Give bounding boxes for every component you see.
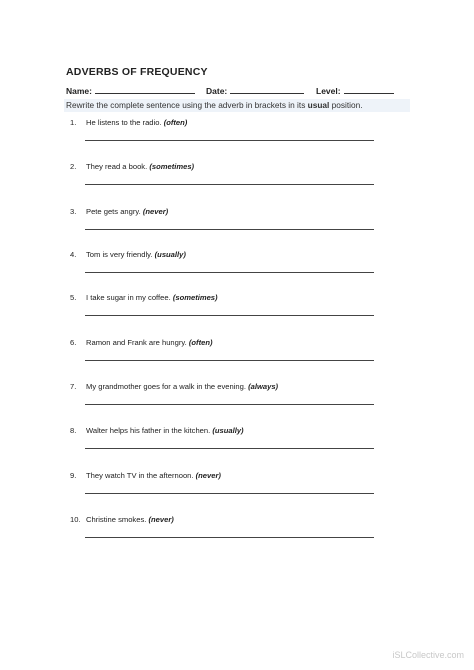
instruction-text: [64, 99, 410, 112]
question-adverb: (often): [188, 338, 213, 347]
question-adverb: (always): [248, 382, 279, 391]
date-blank: [230, 85, 304, 94]
answer-line[interactable]: [85, 229, 374, 230]
question-number: 4.: [70, 250, 77, 259]
question-sentence: They watch TV in the afternoon.: [86, 471, 194, 480]
question-item: [70, 471, 400, 495]
question-number: 6.: [70, 338, 77, 347]
name-field: [66, 85, 195, 96]
question-sentence: Pete gets angry.: [86, 207, 141, 216]
name-label: Name:: [66, 86, 92, 96]
answer-line[interactable]: [85, 272, 374, 273]
answer-line[interactable]: [85, 493, 374, 494]
question-sentence: I take sugar in my coffee.: [86, 293, 171, 302]
question-adverb: (never): [195, 471, 221, 480]
question-item: [70, 250, 400, 274]
question-sentence: Christine smokes.: [86, 515, 147, 524]
question-item: [70, 162, 400, 186]
question-adverb: (sometimes): [149, 162, 195, 171]
question-number: 10.: [70, 515, 81, 524]
student-info-row: [66, 85, 406, 97]
question-sentence: Walter helps his father in the kitchen.: [86, 426, 211, 435]
question-adverb: (usually): [212, 426, 244, 435]
question-number: 2.: [70, 162, 77, 171]
question-item: [70, 207, 400, 231]
question-adverb: (never): [142, 207, 169, 216]
worksheet-title: ADVERBS OF FREQUENCY: [66, 66, 208, 78]
instruction-bold: usual: [307, 100, 330, 110]
answer-line[interactable]: [85, 448, 374, 449]
question-item: [70, 426, 400, 450]
question-sentence: My grandmother goes for a walk in the evening.: [86, 382, 246, 391]
answer-line[interactable]: [85, 184, 374, 185]
question-adverb: (sometimes): [172, 293, 218, 302]
watermark: iSLCollective.com: [392, 650, 464, 660]
question-item: [70, 293, 400, 317]
question-sentence: Ramon and Frank are hungry.: [86, 338, 187, 347]
level-field: [316, 85, 394, 96]
question-number: 9.: [70, 471, 77, 480]
answer-line[interactable]: [85, 315, 374, 316]
question-sentence: They read a book.: [86, 162, 148, 171]
answer-line[interactable]: [85, 360, 374, 361]
question-number: 8.: [70, 426, 77, 435]
date-field: [206, 85, 304, 96]
question-item: [70, 382, 400, 406]
level-label: Level:: [316, 86, 341, 96]
answer-line[interactable]: [85, 140, 374, 141]
question-sentence: He listens to the radio.: [86, 118, 162, 127]
question-adverb: (often): [163, 118, 188, 127]
question-item: [70, 118, 400, 142]
question-item: [70, 338, 400, 362]
question-adverb: (never): [148, 515, 174, 524]
instruction-post: position.: [329, 100, 363, 110]
answer-line[interactable]: [85, 537, 374, 538]
question-sentence: Tom is very friendly.: [86, 250, 153, 259]
instruction-pre: Rewrite the complete sentence using the adverb in brackets in its: [66, 100, 308, 110]
question-number: 1.: [70, 118, 77, 127]
question-item: [70, 515, 400, 539]
level-blank: [344, 85, 394, 94]
question-number: 7.: [70, 382, 77, 391]
question-number: 5.: [70, 293, 77, 302]
answer-line[interactable]: [85, 404, 374, 405]
date-label: Date:: [206, 86, 228, 96]
question-adverb: (usually): [154, 250, 186, 259]
question-number: 3.: [70, 207, 77, 216]
name-blank: [95, 85, 195, 94]
